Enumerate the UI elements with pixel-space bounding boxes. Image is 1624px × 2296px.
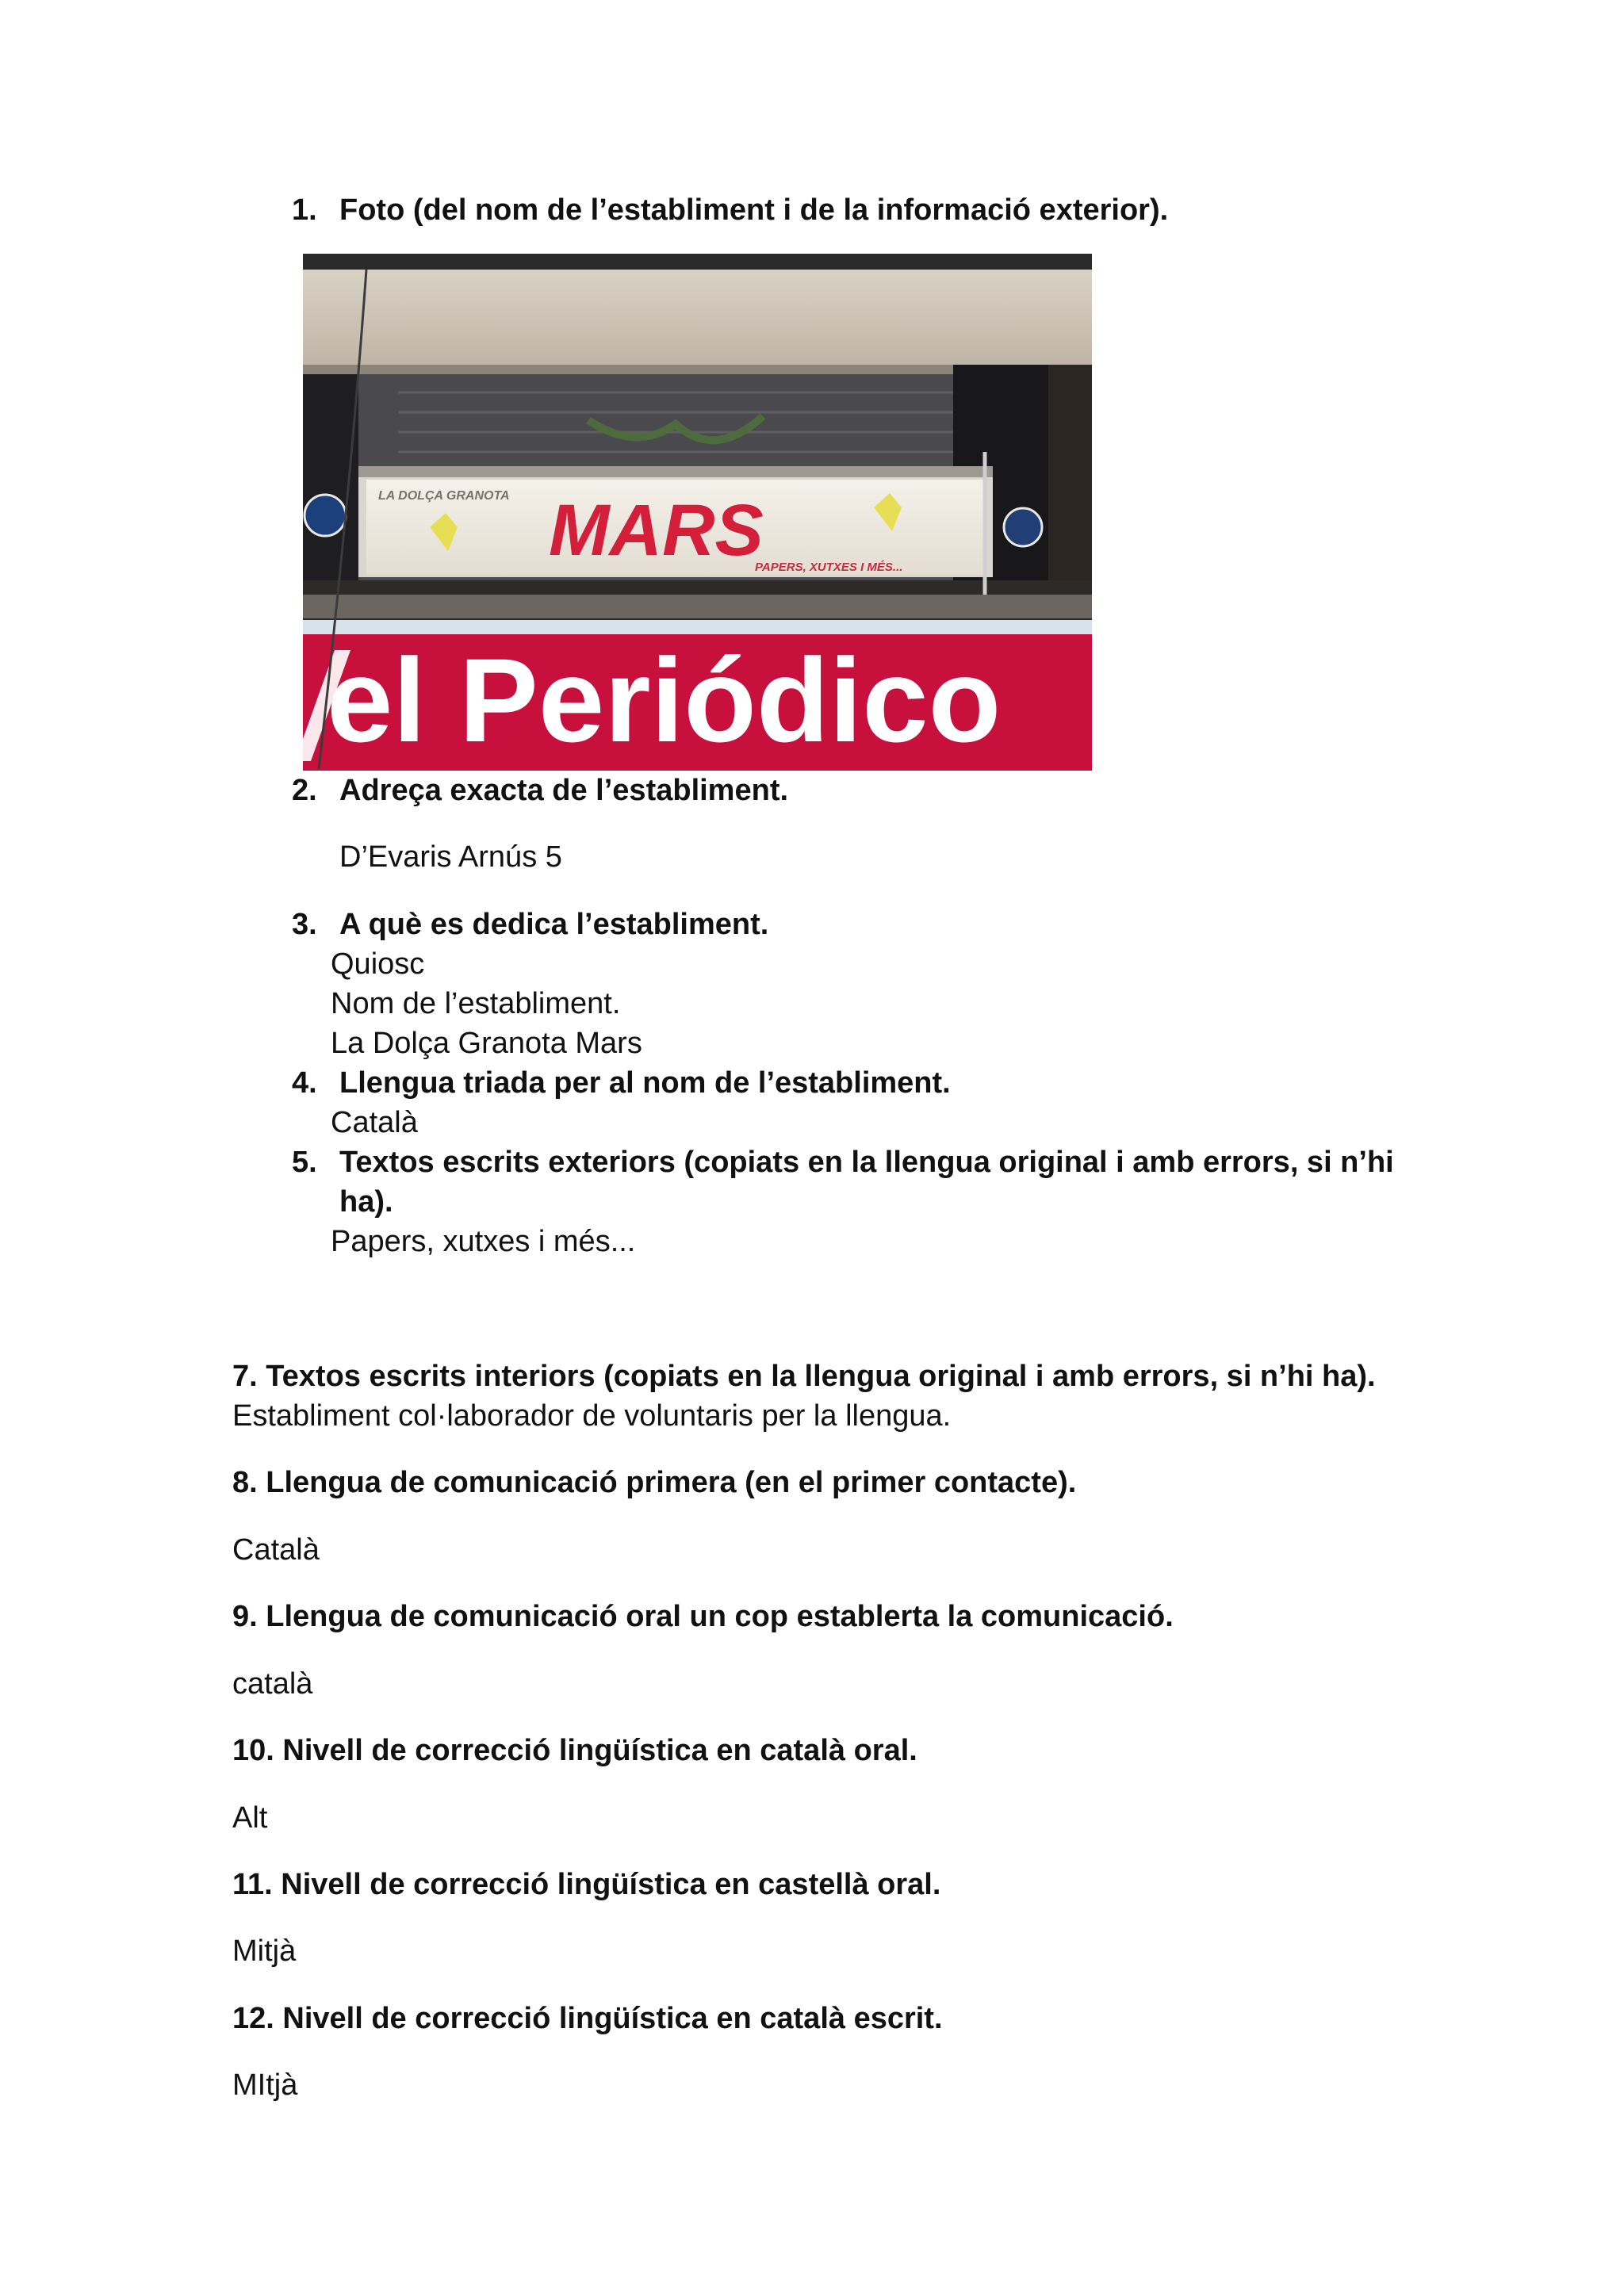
item-number: 2.: [292, 774, 317, 807]
question-label: 7. Textos escrits interiors (copiats en la llengua original i amb errors, si n’hi ha).: [232, 1360, 1376, 1393]
answer-text: MItjà: [232, 2068, 298, 2102]
sign-small-text: LA DOLÇA GRANOTA: [378, 489, 510, 503]
item-number: 1.: [292, 193, 317, 227]
question-label: Llengua triada per al nom de l’establiment.: [339, 1066, 951, 1100]
question-label: 9. Llengua de comunicació oral un cop establerta la comunicació.: [232, 1600, 1174, 1633]
question-label: 12. Nivell de correcció lingüística en català escrit.: [232, 2002, 943, 2035]
question-label: 8. Llengua de comunicació primera (en el primer contacte).: [232, 1466, 1077, 1499]
storefront-photo-graphic: [303, 254, 1092, 771]
question-label: Adreça exacta de l’establiment.: [339, 774, 789, 807]
item-number: 5.: [292, 1146, 317, 1179]
answer-text: Quiosc: [331, 947, 425, 981]
sign-main-text: MARS: [549, 490, 764, 571]
sticker-icon: [304, 495, 346, 536]
question-label-continued: ha).: [339, 1185, 393, 1219]
question-label: 10. Nivell de correcció lingüística en català oral.: [232, 1734, 917, 1767]
answer-text: Alt: [232, 1801, 268, 1835]
sticker-icon: [1004, 508, 1042, 546]
answer-text: La Dolça Granota Mars: [331, 1027, 642, 1060]
answer-text: Català: [232, 1533, 320, 1567]
answer-text: Establiment col·laborador de voluntaris per la llengua.: [232, 1399, 952, 1433]
answer-text: D’Evaris Arnús 5: [339, 840, 562, 874]
answer-text: Papers, xutxes i més...: [331, 1225, 636, 1258]
storefront-photo: [303, 254, 1092, 771]
sign-sub-text: PAPERS, XUTXES I MÉS...: [755, 561, 903, 574]
question-label: Textos escrits exteriors (copiats en la llengua original i amb errors, si n’hi: [339, 1146, 1394, 1179]
question-label: A què es dedica l’establiment.: [339, 908, 769, 941]
item-number: 3.: [292, 908, 317, 941]
answer-text: català: [232, 1667, 313, 1701]
item-number: 4.: [292, 1066, 317, 1100]
sub-label-text: Nom de l’establiment.: [331, 987, 621, 1020]
question-label: Foto (del nom de l’establiment i de la informació exterior).: [339, 193, 1169, 227]
answer-text: Mitjà: [232, 1934, 297, 1968]
banner-text: el Periódico: [327, 633, 1002, 767]
question-label: 11. Nivell de correcció lingüística en castellà oral.: [232, 1868, 941, 1901]
answer-text: Català: [331, 1106, 418, 1139]
